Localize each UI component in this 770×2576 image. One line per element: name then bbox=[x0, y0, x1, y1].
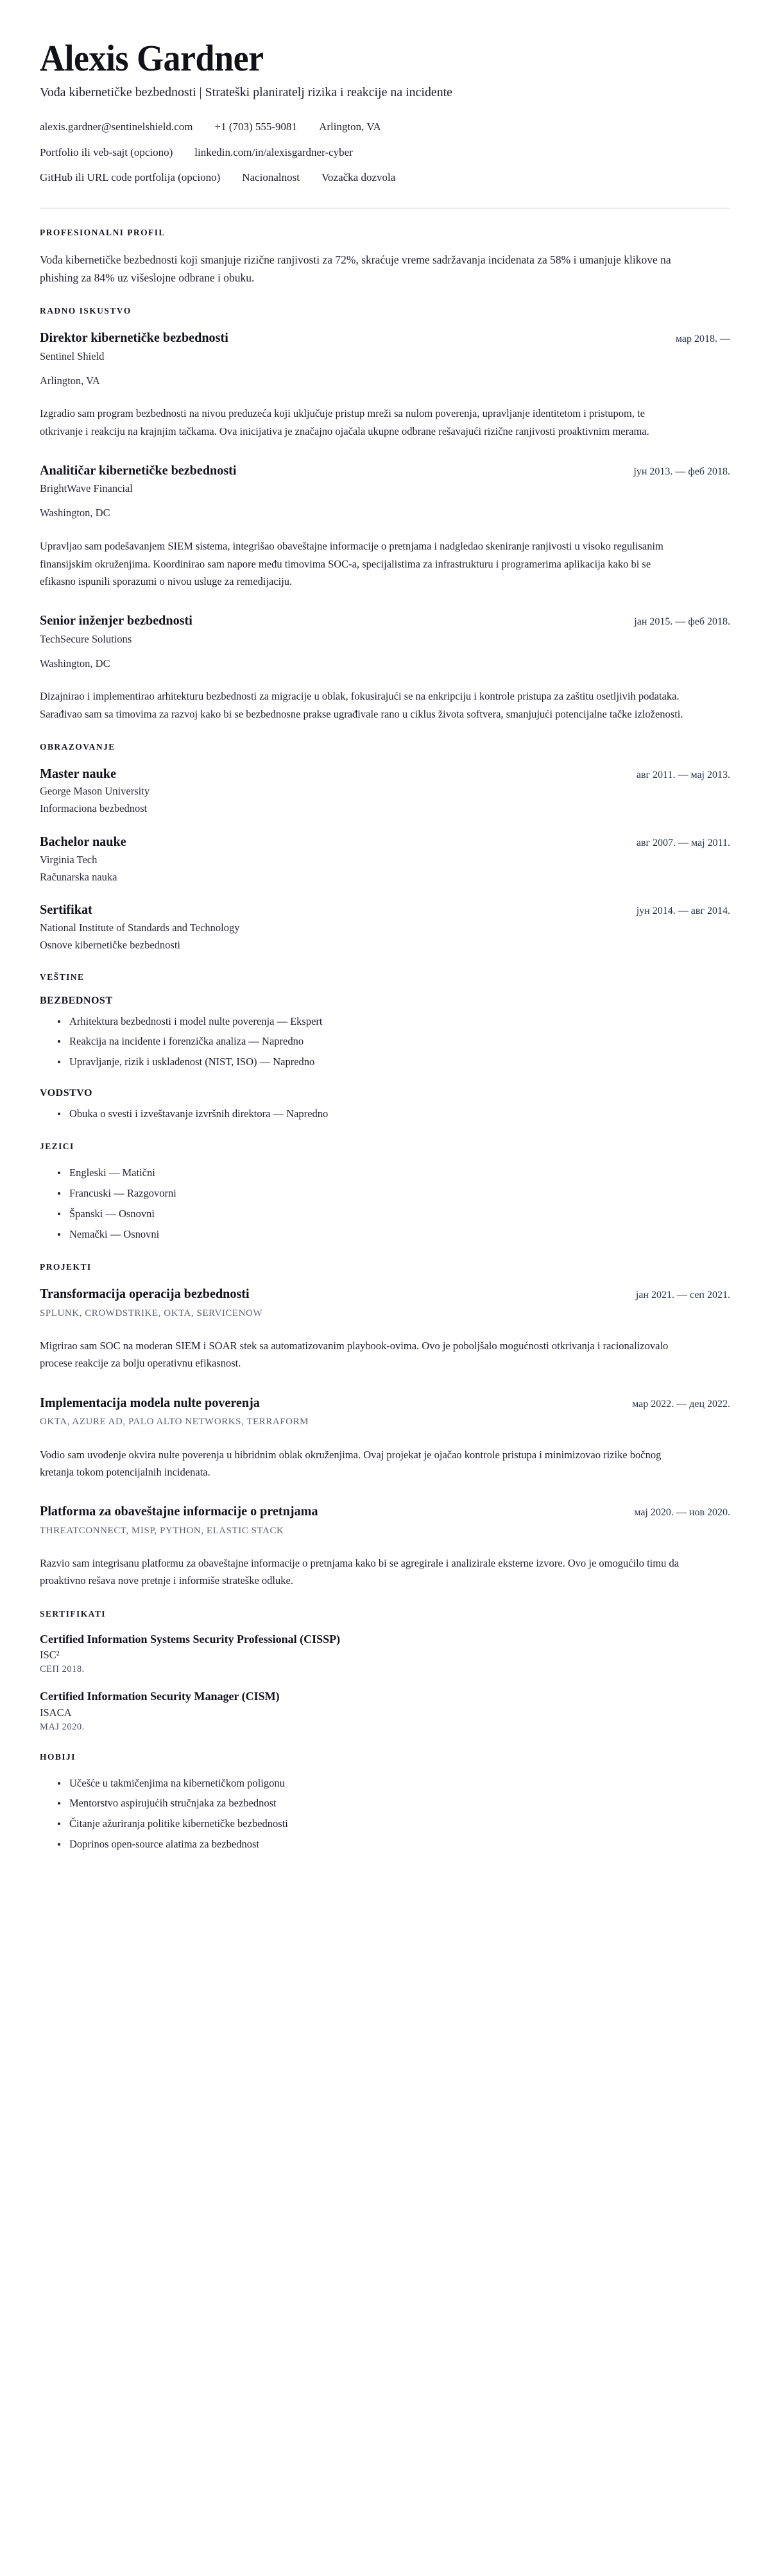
contact-github[interactable]: GitHub ili URL code portfolija (opciono) bbox=[40, 171, 221, 184]
certificate-name: Certified Information Security Manager (CISM) bbox=[40, 1690, 280, 1703]
hobby-item: Mentorstvo aspirujućih stručnjaka za bezbednost bbox=[58, 1795, 730, 1812]
skill-item: Obuka o svesti i izveštavanje izvršnih direktora — Napredno bbox=[58, 1106, 730, 1123]
language-item: Francuski — Razgovorni bbox=[58, 1185, 730, 1202]
section-profile bbox=[40, 228, 730, 287]
candidate-tagline: Vođa kibernetičke bezbednosti | Strateški planiratelj rizika i reakcije na incidente bbox=[40, 85, 453, 100]
certificate-entry bbox=[40, 1632, 730, 1675]
profile-summary-text: Vođa kibernetičke bezbednosti koji smanjuje rizične ranjivosti za 72%, skraćuje vreme sadržavanja incidenata za 58% i umanjuje klikove na phishing za 84% uz višeslojne odbrane i obuku. bbox=[40, 253, 671, 284]
contact-nationality: Nacionalnost bbox=[242, 171, 300, 184]
experience-date: јан 2015. — феб 2018. bbox=[634, 616, 730, 628]
experience-description: Upravljao sam podešavanjem SIEM sistema, integrišao obaveštajne informacije o pretnjama i nadgledao skeniranje ranjivosti u visoko regulisanim finansijskim okruženjima. Koordinirao sam napore među timovima SOC-a, specijalistima za infrastrukturu i programerima aplikacija kako bi se efikasno ispunili sporazumi o nivou usluge za remedijaciju. bbox=[40, 540, 663, 588]
certificate-entry bbox=[40, 1689, 730, 1732]
experience-description: Dizajnirao i implementirao arhitekturu bezbednosti za migracije u oblak, fokusirajući se na enkripciju i kontrole pristupa za zaštitu osetljivih podataka. Sarađivao sam sa timovima za razvoj kako bi se bezbednosne prakse ugrađivale rano u ciklus života softvera, smanjujući potencijalne tačke izloženosti. bbox=[40, 690, 683, 720]
experience-location: Washington, DC bbox=[40, 657, 110, 669]
education-entry bbox=[40, 765, 730, 816]
section-title-education: OBRAZOVANJE bbox=[40, 742, 116, 752]
project-entry-head bbox=[40, 1394, 730, 1411]
skill-item: Reakcija na incidente i forenzička analiza — Napredno bbox=[58, 1033, 730, 1050]
experience-date: јун 2013. — феб 2018. bbox=[633, 466, 730, 478]
skill-group-security bbox=[40, 995, 730, 1071]
education-entry-head bbox=[40, 765, 730, 782]
section-title-hobbies: HOBIJI bbox=[40, 1751, 76, 1762]
skill-group-name: BEZBEDNOST bbox=[40, 995, 113, 1006]
experience-company: BrightWave Financial bbox=[40, 482, 133, 495]
contact-location: Arlington, VA bbox=[319, 121, 381, 133]
experience-entry bbox=[40, 329, 730, 440]
section-projects bbox=[40, 1262, 730, 1590]
experience-location: Washington, DC bbox=[40, 507, 110, 519]
experience-company: Sentinel Shield bbox=[40, 349, 105, 362]
section-title-profile: PROFESIONALNI PROFIL bbox=[40, 227, 166, 237]
skill-group-leadership bbox=[40, 1088, 730, 1123]
education-entry bbox=[40, 901, 730, 952]
section-skills bbox=[40, 972, 730, 1123]
project-date: мар 2022. — дец 2022. bbox=[632, 1398, 730, 1410]
education-date: авг 2011. — мај 2013. bbox=[636, 770, 730, 781]
experience-role: Direktor kibernetičke bezbednosti bbox=[40, 330, 228, 346]
education-degree: Master nauke bbox=[40, 766, 116, 782]
section-certificates bbox=[40, 1609, 730, 1733]
experience-role: Senior inženjer bezbednosti bbox=[40, 612, 193, 628]
hobby-item: Čitanje ažuriranja politike kibernetičke bezbednosti bbox=[58, 1815, 730, 1833]
education-degree: Bachelor nauke bbox=[40, 834, 126, 850]
experience-entry bbox=[40, 462, 730, 590]
project-stack: THREATCONNECT, MISP, PYTHON, ELASTIC STACK bbox=[40, 1525, 284, 1536]
skill-list bbox=[40, 1013, 730, 1071]
project-description: Migrirao sam SOC na moderan SIEM i SOAR stek sa automatizovanim playbook-ovima. Ovo je poboljšalo mogućnosti otkrivanja i racionalizovalo procese reakcije za bolju operativnu efikasnost. bbox=[40, 1340, 669, 1370]
project-entry bbox=[40, 1503, 730, 1590]
section-education bbox=[40, 742, 730, 952]
language-list bbox=[40, 1165, 730, 1243]
education-school: Virginia Tech bbox=[40, 853, 98, 866]
education-field: Informaciona bezbednost bbox=[40, 802, 148, 815]
project-date: јан 2021. — сеп 2021. bbox=[635, 1290, 730, 1301]
section-experience bbox=[40, 306, 730, 723]
project-entry bbox=[40, 1394, 730, 1481]
certificate-date: СЕП 2018. bbox=[40, 1664, 85, 1675]
contact-row-3 bbox=[40, 169, 730, 186]
certificate-issuer: ISACA bbox=[40, 1706, 72, 1719]
education-date: авг 2007. — мај 2011. bbox=[636, 838, 730, 849]
language-item: Engleski — Matični bbox=[58, 1165, 730, 1182]
project-entry-head bbox=[40, 1285, 730, 1302]
project-entry-head bbox=[40, 1503, 730, 1519]
section-languages bbox=[40, 1141, 730, 1243]
section-hobbies bbox=[40, 1752, 730, 1853]
education-field: Osnove kibernetičke bezbednosti bbox=[40, 938, 181, 951]
experience-entry-head bbox=[40, 612, 730, 628]
experience-role: Analitičar kibernetičke bezbednosti bbox=[40, 462, 237, 478]
project-description: Vodio sam uvođenje okvira nulte poverenja u hibridnim oblak okruženjima. Ovaj projekat je ojačao kontrole pristupa i minimizovao rizike bočnog kretanja tokom potencijalnih incidenata. bbox=[40, 1448, 662, 1478]
section-title-projects: PROJEKTI bbox=[40, 1262, 92, 1272]
hobby-list bbox=[40, 1775, 730, 1853]
experience-entry-head bbox=[40, 329, 730, 346]
education-entry-head bbox=[40, 901, 730, 918]
certificate-issuer: ISC² bbox=[40, 1649, 60, 1662]
experience-entry-head bbox=[40, 462, 730, 478]
project-date: мај 2020. — нов 2020. bbox=[634, 1507, 730, 1519]
section-title-experience: RADNO ISKUSTVO bbox=[40, 306, 132, 316]
contact-portfolio[interactable]: Portfolio ili veb-sajt (opciono) bbox=[40, 146, 173, 158]
project-name: Transformacija operacija bezbednosti bbox=[40, 1286, 250, 1302]
skill-list bbox=[40, 1106, 730, 1123]
experience-description: Izgradio sam program bezbednosti na nivou preduzeća koji uključuje pristup mreži sa nulom poverenja, upravljanje identitetom i pristupom, te otkrivanje i reakciju na krajnjim tačkama. Ova inicijativa je značajno ojačala ukupne odbrane rešavajući rizične ranjivosti proaktivnim merama. bbox=[40, 407, 649, 437]
project-stack: SPLUNK, CROWDSTRIKE, OKTA, SERVICENOW bbox=[40, 1308, 263, 1318]
education-entry bbox=[40, 833, 730, 884]
education-field: Računarska nauka bbox=[40, 870, 117, 883]
contact-row-2 bbox=[40, 144, 730, 161]
experience-location: Arlington, VA bbox=[40, 374, 100, 387]
contact-phone[interactable]: +1 (703) 555-9081 bbox=[214, 121, 298, 133]
project-entry bbox=[40, 1285, 730, 1372]
experience-company: TechSecure Solutions bbox=[40, 632, 132, 645]
project-stack: OKTA, AZURE AD, PALO ALTO NETWORKS, TERRAFORM bbox=[40, 1417, 309, 1427]
contact-email[interactable]: alexis.gardner@sentinelshield.com bbox=[40, 121, 193, 133]
contact-drivers-license: Vozačka dozvola bbox=[321, 171, 396, 184]
resume-header bbox=[40, 38, 730, 186]
certificate-name: Certified Information Systems Security Professional (CISSP) bbox=[40, 1632, 341, 1646]
experience-entry bbox=[40, 612, 730, 723]
education-school: National Institute of Standards and Technology bbox=[40, 921, 240, 934]
experience-date: мар 2018. — bbox=[675, 333, 730, 345]
certificate-date: МАЈ 2020. bbox=[40, 1721, 85, 1732]
contact-linkedin[interactable]: linkedin.com/in/alexisgardner-cyber bbox=[194, 146, 353, 158]
language-item: Španski — Osnovni bbox=[58, 1206, 730, 1223]
candidate-name: Alexis Gardner bbox=[40, 37, 264, 79]
education-degree: Sertifikat bbox=[40, 902, 92, 918]
hobby-item: Učešće u takmičenjima na kibernetičkom poligonu bbox=[58, 1775, 730, 1792]
section-title-skills: VEŠTINE bbox=[40, 972, 85, 982]
project-description: Razvio sam integrisanu platformu za obaveštajne informacije o pretnjama kako bi se agregirale i analizirale eksterne izvore. Ovo je omogućilo timu da proaktivno rešava nove pretnje i informiše strateške odluke. bbox=[40, 1557, 680, 1587]
project-name: Platforma za obaveštajne informacije o pretnjama bbox=[40, 1503, 318, 1519]
section-title-certificates: SERTIFIKATI bbox=[40, 1608, 107, 1619]
hobby-item: Doprinos open-source alatima za bezbednost bbox=[58, 1836, 730, 1853]
section-title-languages: JEZICI bbox=[40, 1141, 74, 1152]
education-school: George Mason University bbox=[40, 785, 150, 798]
skill-group-name: VODSTVO bbox=[40, 1087, 92, 1099]
language-item: Nemački — Osnovni bbox=[58, 1226, 730, 1243]
project-name: Implementacija modela nulte poverenja bbox=[40, 1394, 260, 1410]
skill-item: Arhitektura bezbednosti i model nulte poverenja — Ekspert bbox=[58, 1013, 730, 1031]
education-date: јун 2014. — авг 2014. bbox=[636, 905, 730, 917]
education-entry-head bbox=[40, 833, 730, 850]
contact-row-1 bbox=[40, 119, 730, 135]
skill-item: Upravljanje, rizik i usklađenost (NIST, ISO) — Napredno bbox=[58, 1054, 730, 1071]
